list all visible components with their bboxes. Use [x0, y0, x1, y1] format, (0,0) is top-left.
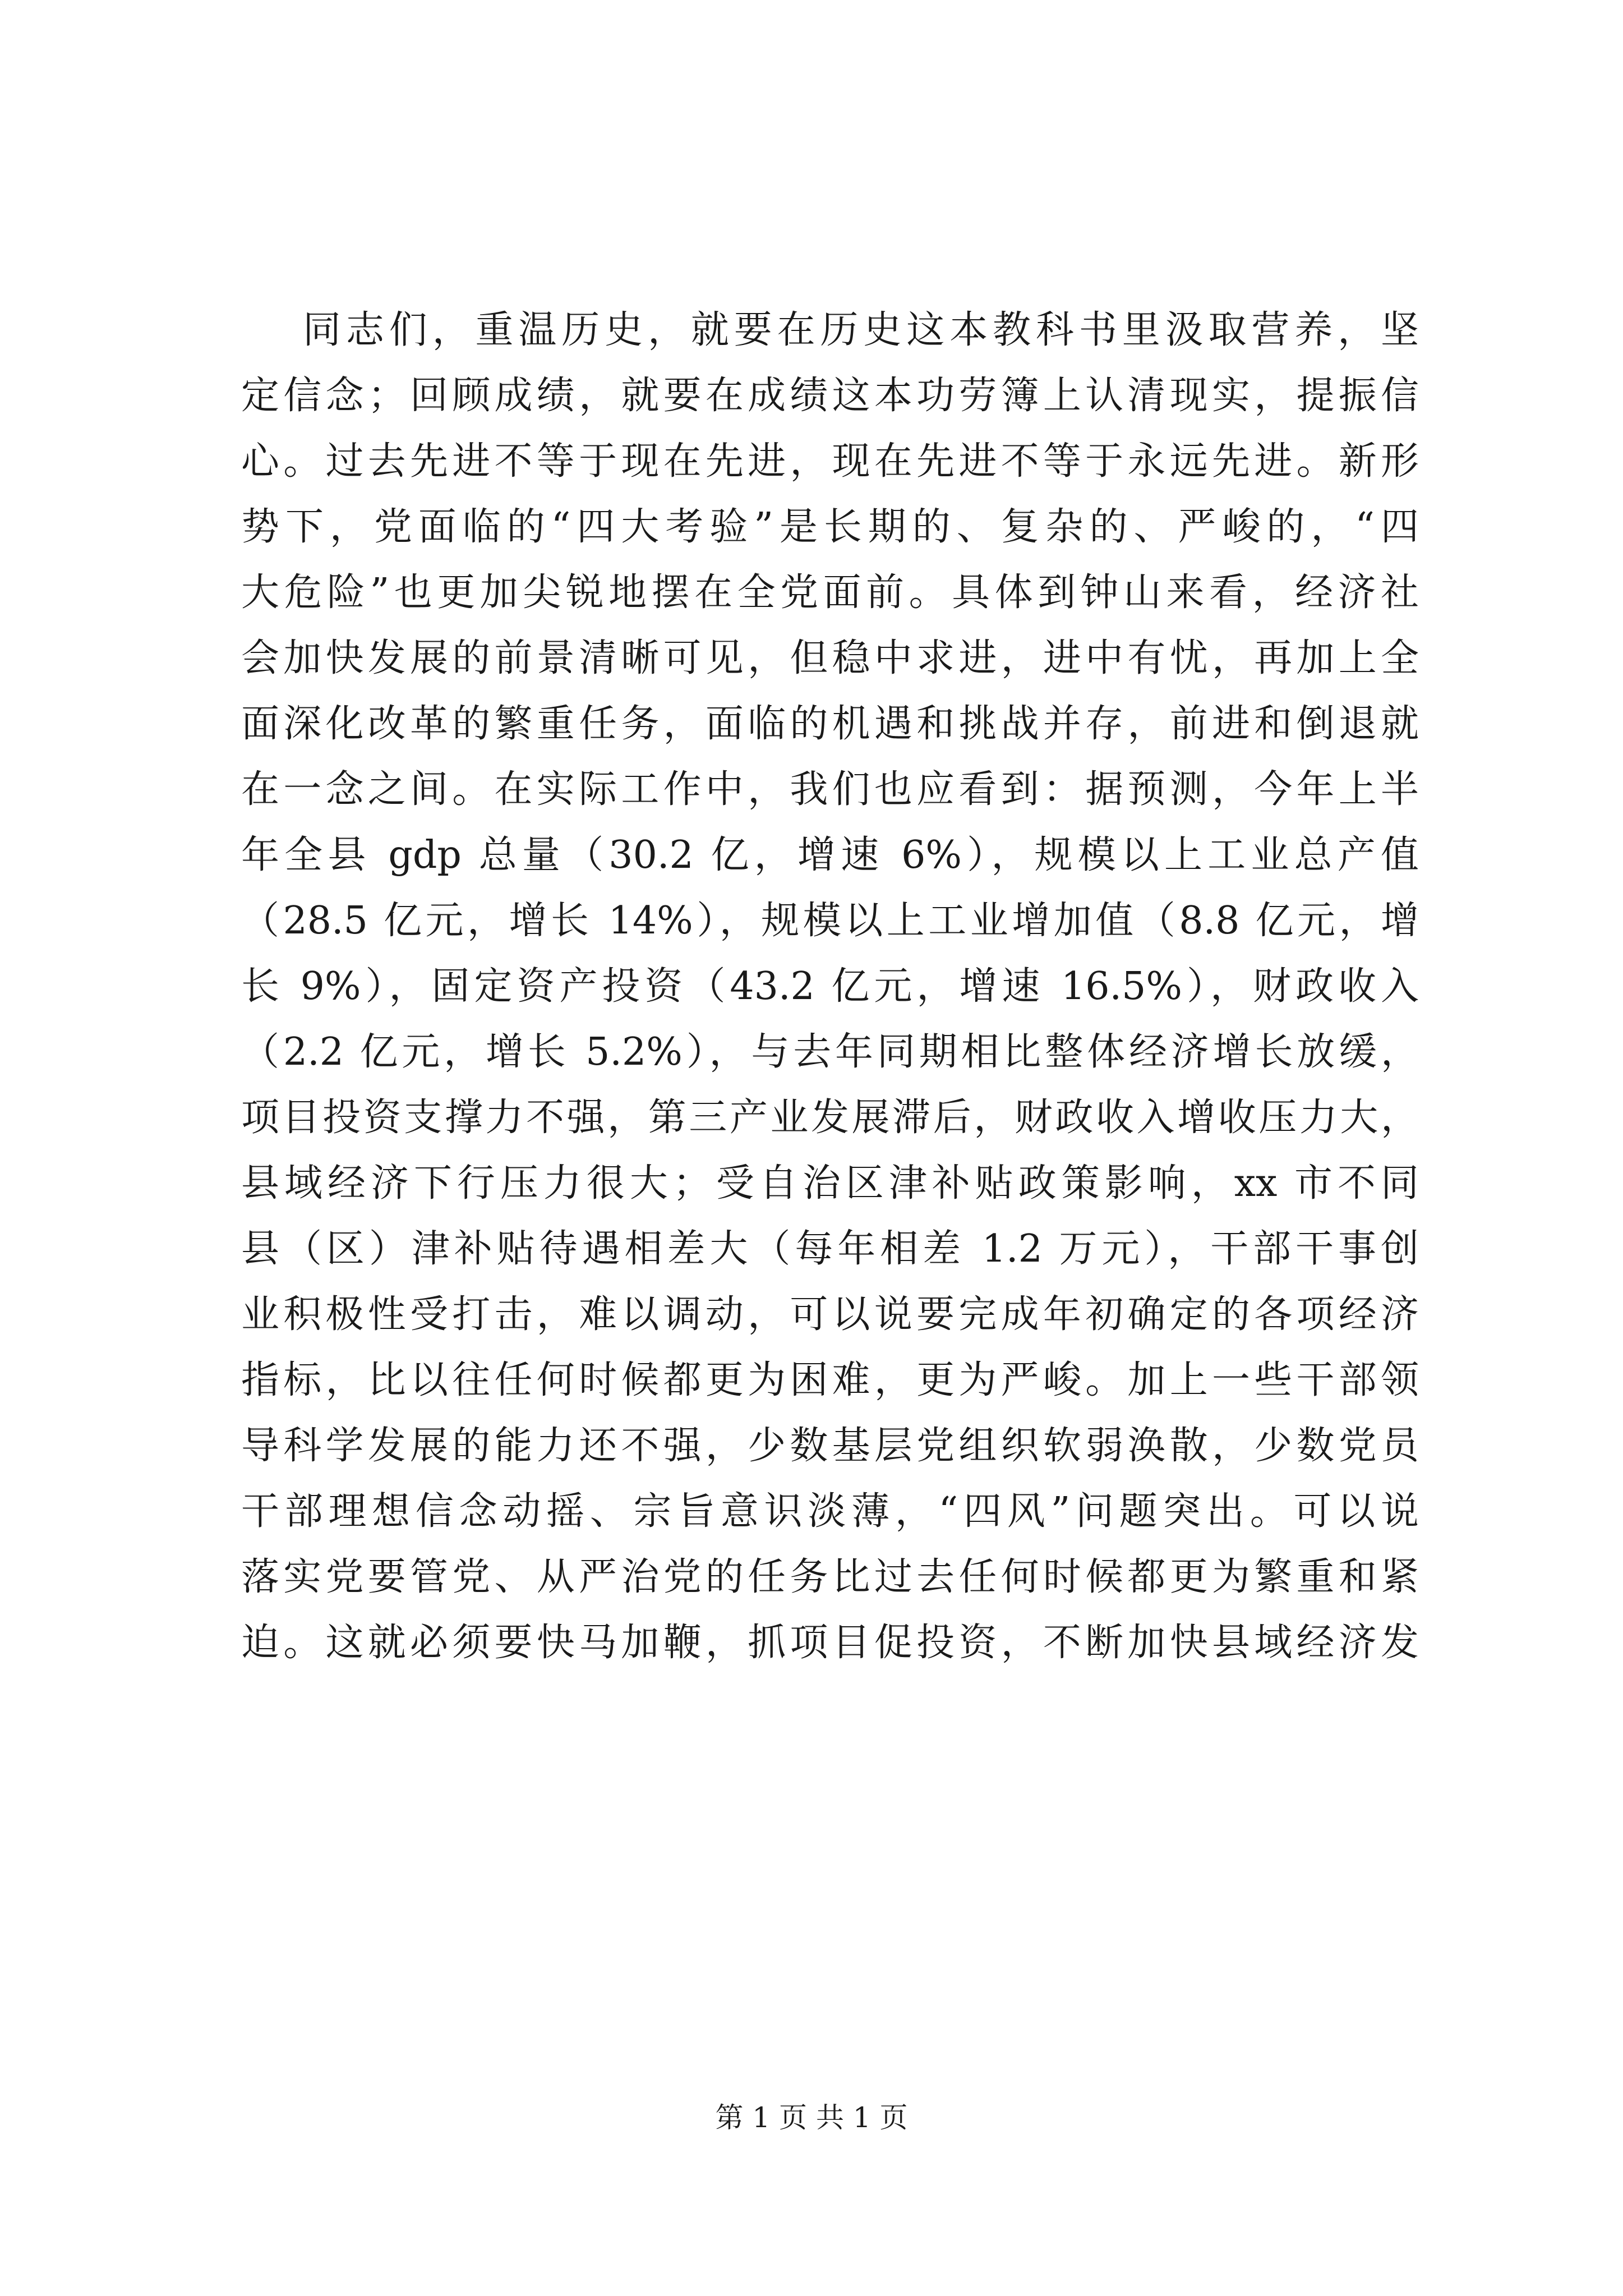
paragraph-line: 县（区）津补贴待遇相差大（每年相差 1.2 万元），干部干事创 [241, 1227, 1419, 1271]
body-paragraph [241, 297, 1419, 1676]
paragraph-line: （28.5 亿元，增长 14%），规模以上工业增加值（8.8 亿元，增 [241, 899, 1419, 943]
paragraph-line: 县域经济下行压力很大；受自治区津补贴政策影响，xx 市不同 [241, 1161, 1419, 1205]
paragraph-line: 会加快发展的前景清晰可见，但稳中求进，进中有忧，再加上全 [241, 636, 1419, 680]
paragraph-line: 心。过去先进不等于现在先进，现在先进不等于永远先进。新形 [241, 439, 1419, 484]
paragraph-line: 干部理想信念动摇、宗旨意识淡薄，“四风”问题突出。可以说 [241, 1489, 1419, 1534]
paragraph-line: 长 9%），固定资产投资（43.2 亿元，增速 16.5%），财政收入 [241, 964, 1419, 1009]
paragraph-line: 业积极性受打击，难以调动，可以说要完成年初确定的各项经济 [241, 1292, 1419, 1337]
paragraph-line: 年全县 gdp 总量（30.2 亿，增速 6%），规模以上工业总产值 [241, 833, 1419, 877]
paragraph-line: 导科学发展的能力还不强，少数基层党组织软弱涣散，少数党员 [241, 1424, 1419, 1468]
paragraph-line: 势下，党面临的“四大考验”是长期的、复杂的、严峻的，“四 [241, 505, 1419, 549]
paragraph-line: 面深化改革的繁重任务，面临的机遇和挑战并存，前进和倒退就 [241, 702, 1419, 746]
paragraph-line: 项目投资支撑力不强，第三产业发展滞后，财政收入增收压力大， [241, 1096, 1419, 1140]
paragraph-line: （2.2 亿元，增长 5.2%），与去年同期相比整体经济增长放缓， [241, 1030, 1419, 1074]
paragraph-line: 在一念之间。在实际工作中，我们也应看到：据预测，今年上半 [241, 767, 1419, 812]
paragraph-line: 同志们，重温历史，就要在历史这本教科书里汲取营养，坚 [303, 308, 1419, 352]
paragraph-line: 迫。这就必须要快马加鞭，抓项目促投资，不断加快县域经济发 [241, 1621, 1419, 1665]
paragraph-line: 定信念；回顾成绩，就要在成绩这本功劳簿上认清现实，提振信 [241, 374, 1419, 418]
page-footer: 第 1 页 共 1 页 [715, 2101, 908, 2134]
paragraph-line: 指标，比以往任何时候都更为困难，更为严峻。加上一些干部领 [241, 1358, 1419, 1402]
paragraph-line: 大危险”也更加尖锐地摆在全党面前。具体到钟山来看，经济社 [241, 570, 1419, 615]
paragraph-line: 落实党要管党、从严治党的任务比过去任何时候都更为繁重和紧 [241, 1555, 1419, 1599]
